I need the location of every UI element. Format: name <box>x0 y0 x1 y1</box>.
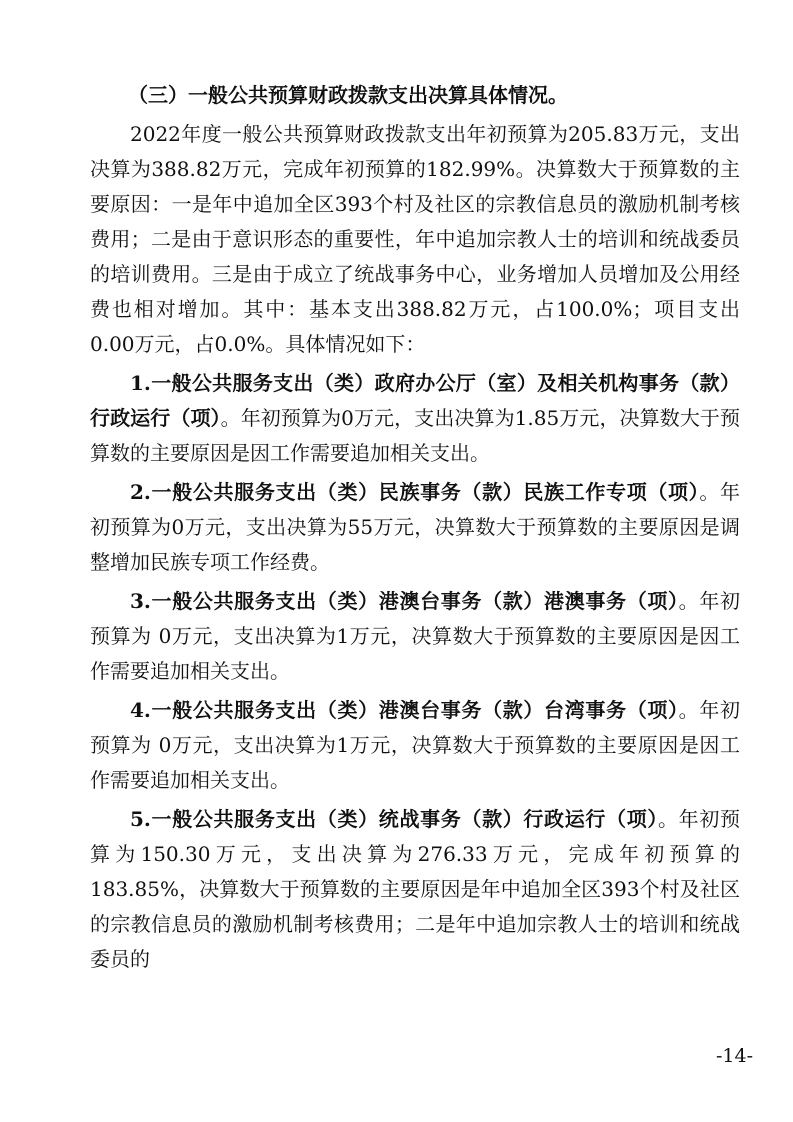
page-number: -14- <box>715 1045 753 1067</box>
item-title-2: 2.一般公共服务支出（类）民族事务（款）民族工作专项（项） <box>130 480 700 504</box>
item-title-5: 5.一般公共服务支出（类）统战事务（款）行政运行（项） <box>130 807 659 831</box>
item-body-5: 。年初预算为150.30万元，支出决算为276.33万元，完成年初预算的 183.85%，决算数大于预算数的主要原因是年中追加全区393个村及社区的宗教信息员的激励机制考核费用；二是年中追加宗教人士的培训和统战委员的 <box>90 807 740 971</box>
item-paragraph-5 <box>90 802 740 977</box>
item-paragraph-2 <box>90 475 740 580</box>
item-paragraph-1 <box>90 366 740 471</box>
intro-paragraph: 2022年度一般公共预算财政拨款支出年初预算为205.83万元，支出决算为388.82万元，完成年初预算的182.99%。决算数大于预算数的主要原因：一是年中追加全区393个村及社区的宗教信息员的激励机制考核费用；二是由于意识形态的重要性，年中追加宗教人士的培训和统战委员的培训费用。三是由于成立了统战事务中心，业务增加人员增加及公用经费也相对增加。其中：基本支出388.82万元，占100.0%；项目支出0.00万元，占0.0%。具体情况如下： <box>90 122 740 356</box>
item-body-3: 。年初预算为 0万元，支出决算为1万元，决算数大于预算数的主要原因是因工作需要追加相关支出。 <box>90 589 740 683</box>
item-title-1: 1.一般公共服务支出（类）政府办公厅（室）及相关机构事务（款）行政运行（项） <box>90 371 740 430</box>
item-title-4: 4.一般公共服务支出（类）港澳台事务（款）台湾事务（项） <box>130 698 679 722</box>
item-title-3: 3.一般公共服务支出（类）港澳台事务（款）港澳事务（项） <box>130 589 679 613</box>
item-paragraph-4 <box>90 693 740 798</box>
section-heading: （三）一般公共预算财政拨款支出决算具体情况。 <box>128 83 568 107</box>
document-body <box>90 78 740 981</box>
item-paragraph-3 <box>90 584 740 689</box>
item-body-2: 。年初预算为0万元，支出决算为55万元，决算数大于预算数的主要原因是调整增加民族专项工作经费。 <box>90 480 741 574</box>
item-body-1: 。年初预算为0万元，支出决算为1.85万元，决算数大于预算数的主要原因是因工作需要追加相关支出。 <box>90 406 740 465</box>
item-body-4: 。年初预算为 0万元，支出决算为1万元，决算数大于预算数的主要原因是因工作需要追加相关支出。 <box>90 698 740 792</box>
